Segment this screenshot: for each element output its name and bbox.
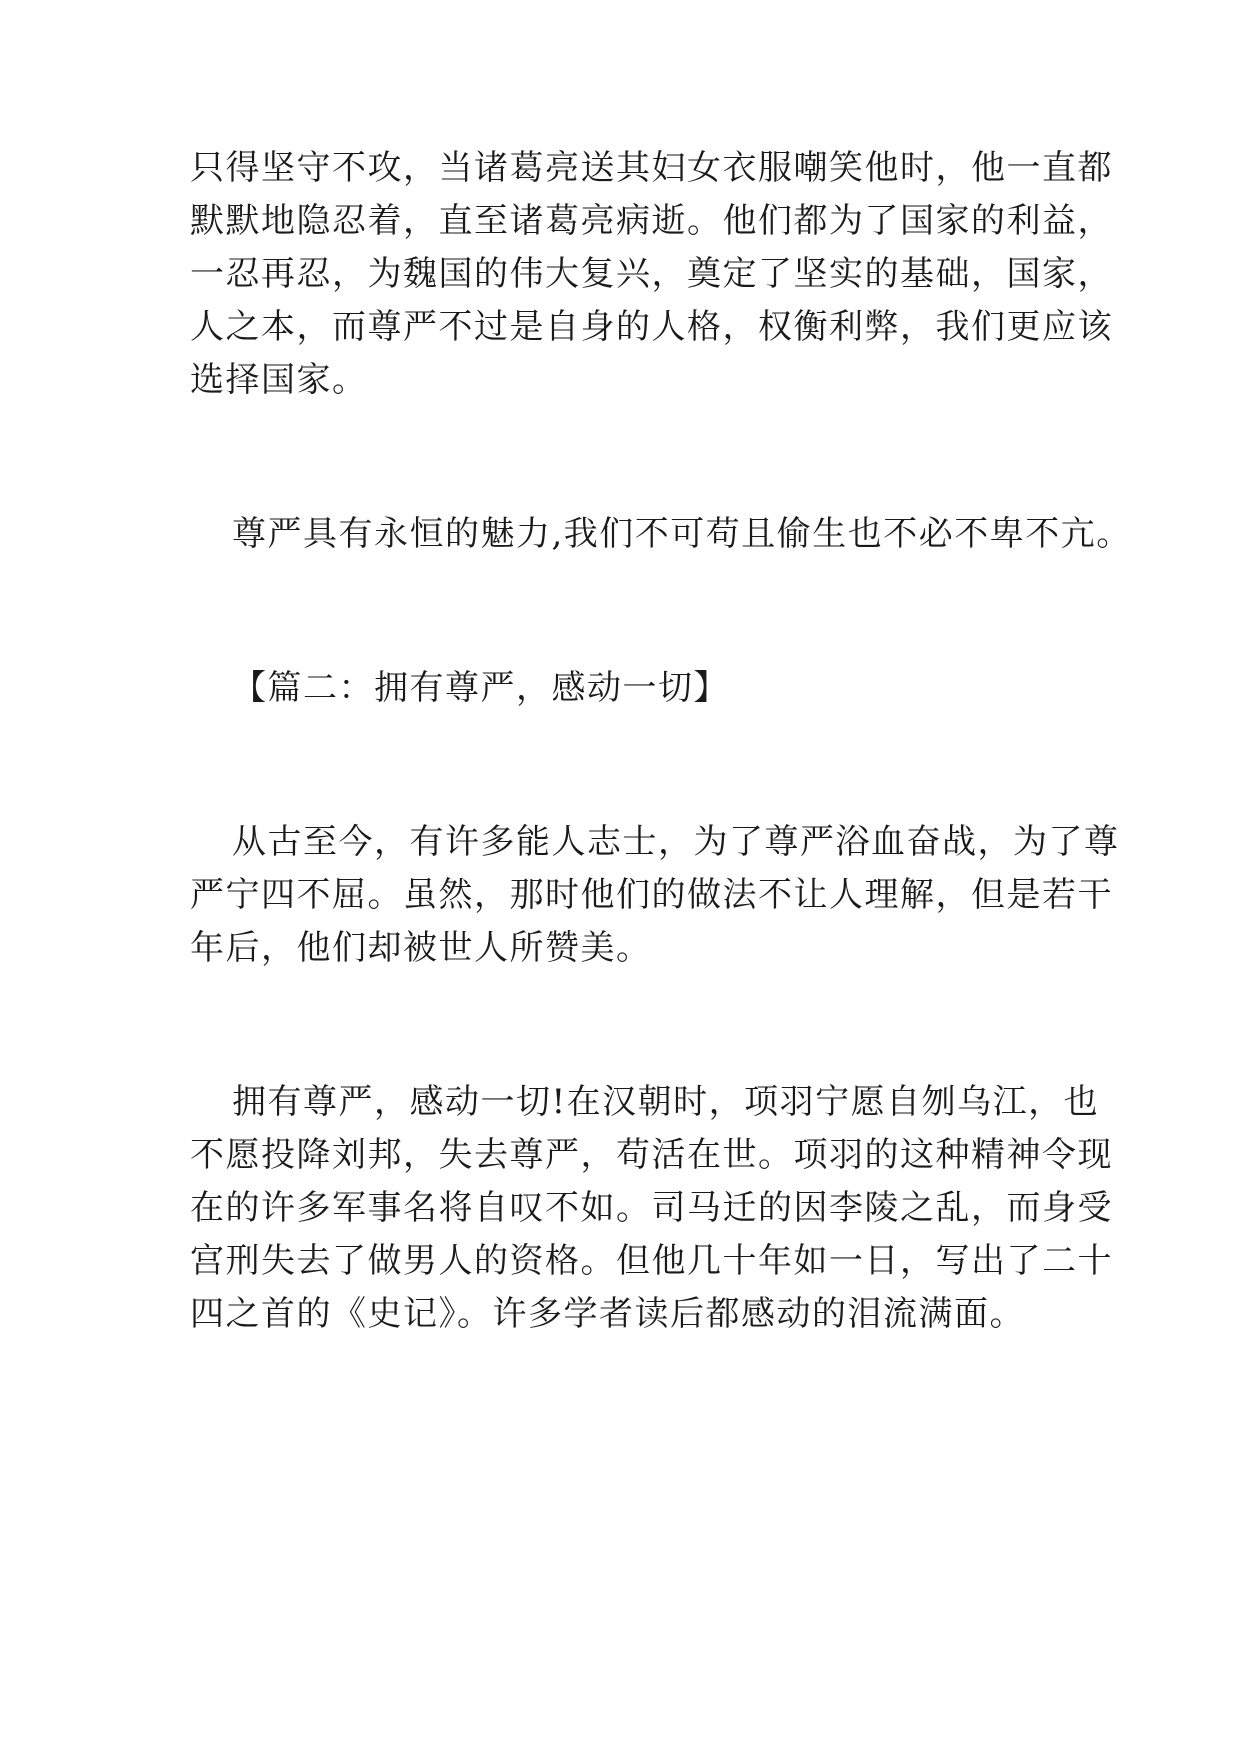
section-heading: 【篇二：拥有尊严，感动一切】 [232, 668, 729, 708]
paragraph-3-line-2: 严宁四不屈。虽然，那时他们的做法不让人理解，但是若干 [190, 875, 1113, 915]
paragraph-1-line-1: 只得坚守不攻，当诸葛亮送其妇女衣服嘲笑他时，他一直都 [190, 148, 1113, 188]
paragraph-1-line-4: 人之本，而尊严不过是自身的人格，权衡利弊，我们更应该 [190, 307, 1113, 347]
paragraph-1-line-3: 一忍再忍，为魏国的伟大复兴，奠定了坚实的基础，国家， [190, 254, 1113, 294]
paragraph-3-line-1: 从古至今，有许多能人志士，为了尊严浴血奋战，为了尊 [232, 822, 1120, 862]
paragraph-4-line-5: 四之首的《史记》。许多学者读后都感动的泪流满面。 [190, 1294, 1025, 1334]
paragraph-4-line-3: 在的许多军事名将自叹不如。司马迁的因李陵之乱，而身受 [190, 1188, 1113, 1228]
paragraph-4-line-4: 宫刑失去了做男人的资格。但他几十年如一日，写出了二十 [190, 1241, 1113, 1281]
paragraph-1-line-5: 选择国家。 [190, 360, 368, 400]
paragraph-4-line-1: 拥有尊严，感动一切!在汉朝时，项羽宁愿自刎乌江，也 [232, 1082, 1100, 1122]
paragraph-2: 尊严具有永恒的魅力,我们不可苟且偷生也不必不卑不亢。 [232, 514, 1132, 554]
paragraph-3-line-3: 年后，他们却被世人所赞美。 [190, 928, 652, 968]
paragraph-4-line-2: 不愿投降刘邦，失去尊严，苟活在世。项羽的这种精神令现 [190, 1135, 1113, 1175]
paragraph-1-line-2: 默默地隐忍着，直至诸葛亮病逝。他们都为了国家的利益， [190, 201, 1113, 241]
